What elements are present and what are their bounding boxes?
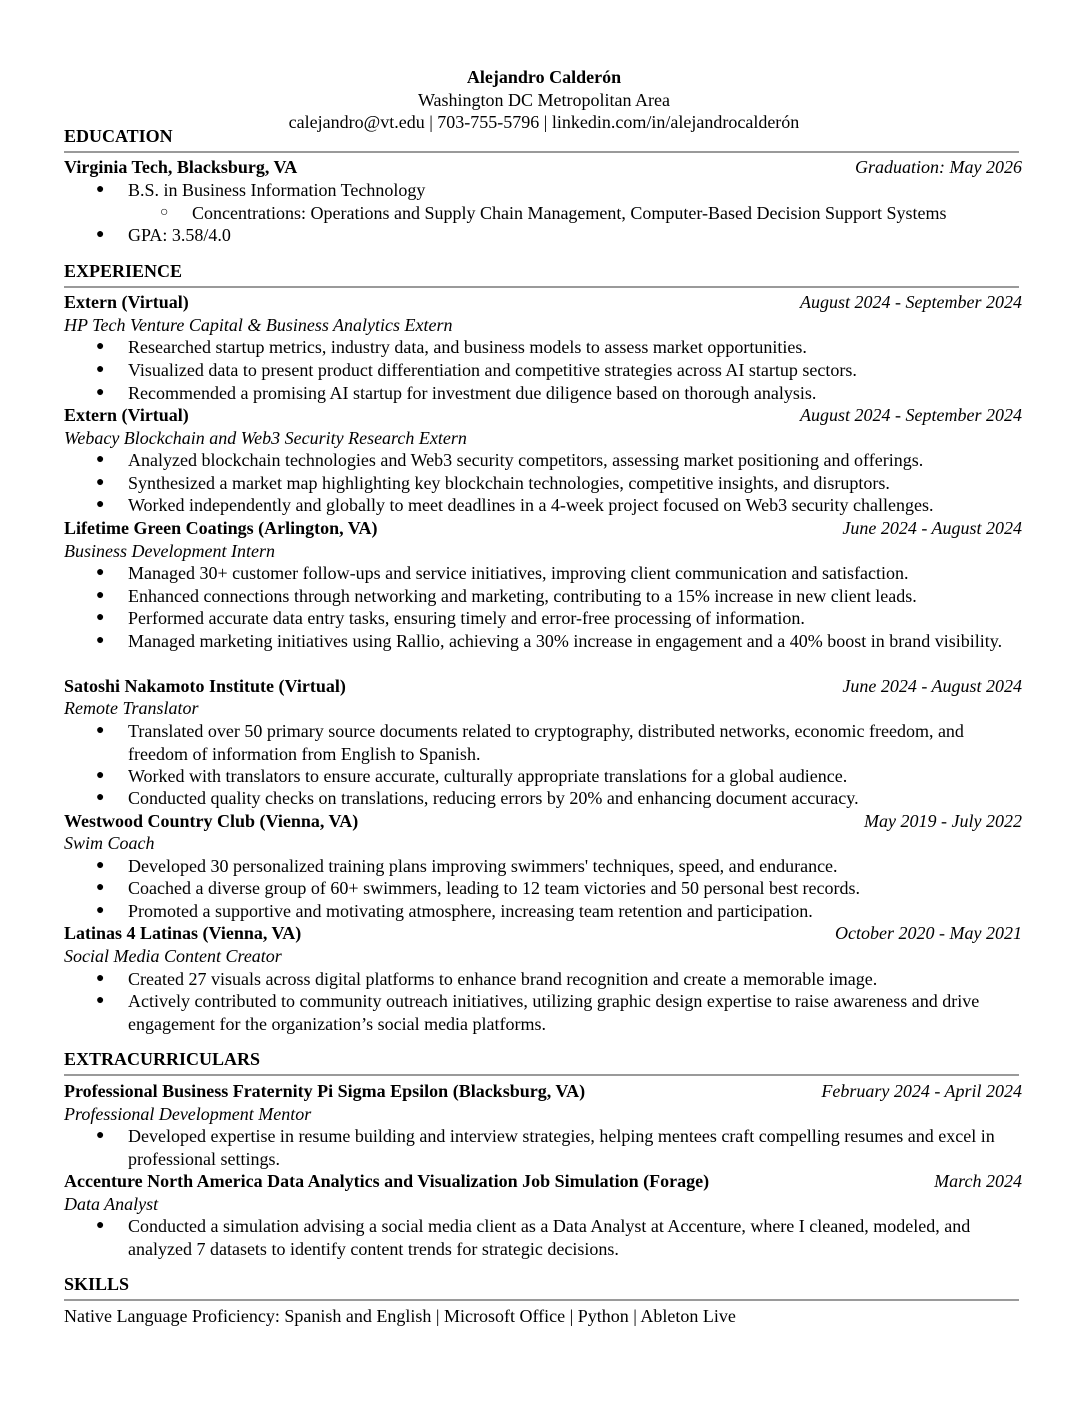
bullet-icon: ● [96, 610, 105, 625]
bullet-icon: ● [96, 1218, 105, 1233]
extracurricular-bullet: Conducted a simulation advising a social media client as a Data Analyst at Accenture, where I cleaned, modeled, and analyzed 7 datasets to identify content trends for strategic decisions. [128, 1216, 971, 1259]
experience-bullet: Developed 30 personalized training plans improving swimmers' techniques, speed, and endurance. [128, 856, 838, 876]
section-title-skills: SKILLS [64, 1274, 130, 1294]
section-divider [64, 151, 1019, 153]
experience-date: May 2019 - July 2022 [864, 811, 1022, 831]
bullet-icon: ● [96, 993, 105, 1008]
extracurricular-org: Accenture North America Data Analytics and Visualization Job Simulation (Forage) [64, 1171, 710, 1191]
section-divider [64, 286, 1019, 288]
experience-role: Business Development Intern [64, 541, 275, 561]
experience-bullet: Enhanced connections through networking and marketing, contributing to a 15% increase in new client leads. [128, 586, 917, 606]
bullet-icon: ● [96, 903, 105, 918]
candidate-name: Alejandro Calderón [466, 67, 622, 87]
experience-bullet: Worked independently and globally to meet deadlines in a 4-week project focused on Web3 security challenges. [128, 495, 934, 515]
extracurricular-role: Professional Development Mentor [64, 1104, 312, 1124]
bullet-icon: ● [96, 497, 105, 512]
experience-bullet: Recommended a promising AI startup for investment due diligence based on thorough analysis. [128, 383, 817, 403]
experience-date: October 2020 - May 2021 [835, 923, 1022, 943]
experience-org: Lifetime Green Coatings (Arlington, VA) [64, 518, 378, 538]
bullet-icon: ● [96, 475, 105, 490]
section-title-education: EDUCATION [64, 126, 173, 146]
bullet-icon: ● [96, 452, 105, 467]
education-school: Virginia Tech, Blacksburg, VA [64, 157, 298, 177]
bullet-icon: ● [96, 1128, 105, 1143]
experience-bullet: Created 27 visuals across digital platforms to enhance brand recognition and create a memorable image. [128, 969, 878, 989]
bullet-icon: ● [96, 385, 105, 400]
education-gpa: GPA: 3.58/4.0 [128, 225, 231, 245]
candidate-location: Washington DC Metropolitan Area [417, 90, 670, 110]
education-date: Graduation: May 2026 [855, 157, 1022, 177]
experience-bullet: Conducted quality checks on translations, reducing errors by 20% and enhancing document accuracy. [128, 788, 859, 808]
experience-org: Extern (Virtual) [64, 405, 189, 425]
section-title-extracurriculars: EXTRACURRICULARS [64, 1049, 261, 1069]
sub-bullet-icon: ○ [160, 205, 169, 220]
bullet-icon: ● [96, 182, 105, 197]
extracurricular-org: Professional Business Fraternity Pi Sigma Epsilon (Blacksburg, VA) [64, 1081, 586, 1101]
experience-bullet: Analyzed blockchain technologies and Web3 security competitors, assessing market positioning and offerings. [128, 450, 924, 470]
section-divider [64, 1299, 1019, 1301]
bullet-icon: ● [96, 880, 105, 895]
bullet-icon: ● [96, 339, 105, 354]
section-title-experience: EXPERIENCE [64, 261, 183, 281]
extracurricular-date: March 2024 [934, 1171, 1022, 1191]
bullet-icon: ● [96, 971, 105, 986]
bullet-icon: ● [96, 768, 105, 783]
experience-bullet: Synthesized a market map highlighting key blockchain technologies, competitive insights, and disruptors. [128, 473, 890, 493]
bullet-icon: ● [96, 790, 105, 805]
experience-date: August 2024 - September 2024 [800, 292, 1022, 312]
bullet-icon: ● [96, 565, 105, 580]
experience-role: Webacy Blockchain and Web3 Security Research Extern [64, 428, 467, 448]
experience-date: June 2024 - August 2024 [842, 676, 1022, 696]
candidate-contact: calejandro@vt.edu | 703-755-5796 | linkedin.com/in/alejandrocalderón [288, 112, 800, 132]
bullet-icon: ● [96, 362, 105, 377]
experience-role: Remote Translator [64, 698, 199, 718]
experience-role: Social Media Content Creator [64, 946, 282, 966]
bullet-icon: ● [96, 858, 105, 873]
education-degree: B.S. in Business Information Technology [128, 180, 426, 200]
experience-role: HP Tech Venture Capital & Business Analytics Extern [64, 315, 453, 335]
skills-list: Native Language Proficiency: Spanish and English | Microsoft Office | Python | Ableton Live [64, 1306, 736, 1326]
experience-bullet: Researched startup metrics, industry data, and business models to assess market opportunities. [128, 337, 807, 357]
experience-org: Westwood Country Club (Vienna, VA) [64, 811, 359, 831]
bullet-icon: ● [96, 633, 105, 648]
experience-date: August 2024 - September 2024 [800, 405, 1022, 425]
experience-bullet: Visualized data to present product differentiation and competitive strategies across AI startup sectors. [128, 360, 857, 380]
experience-date: June 2024 - August 2024 [842, 518, 1022, 538]
experience-bullet: Coached a diverse group of 60+ swimmers, leading to 12 team victories and 50 personal best records. [128, 878, 860, 898]
extracurricular-bullet: Developed expertise in resume building and interview strategies, helping mentees craft compelling resumes and excel in professional settings. [128, 1126, 995, 1169]
bullet-icon: ● [96, 723, 105, 738]
experience-bullet: Worked with translators to ensure accurate, culturally appropriate translations for a global audience. [128, 766, 848, 786]
experience-bullet: Actively contributed to community outreach initiatives, utilizing graphic design expertise to raise awareness and drive engagement for the organization’s social media platforms. [128, 991, 980, 1034]
experience-org: Satoshi Nakamoto Institute (Virtual) [64, 676, 346, 696]
extracurricular-role: Data Analyst [64, 1194, 159, 1214]
experience-bullet: Managed marketing initiatives using Rallio, achieving a 30% increase in engagement and a 40% boost in brand visibility. [128, 631, 1003, 651]
experience-bullet: Managed 30+ customer follow-ups and service initiatives, improving client communication and satisfaction. [128, 563, 909, 583]
experience-bullet: Performed accurate data entry tasks, ensuring timely and error-free processing of information. [128, 608, 805, 628]
experience-bullet: Translated over 50 primary source documents related to cryptography, distributed networks, economic freedom, and freedom of information from English to Spanish. [128, 721, 964, 764]
bullet-icon: ● [96, 227, 105, 242]
experience-role: Swim Coach [64, 833, 155, 853]
section-divider [64, 1074, 1019, 1076]
education-concentrations: Concentrations: Operations and Supply Chain Management, Computer-Based Decision Support Systems [192, 203, 947, 223]
bullet-icon: ● [96, 588, 105, 603]
experience-bullet: Promoted a supportive and motivating atmosphere, increasing team retention and participation. [128, 901, 813, 921]
experience-org: Latinas 4 Latinas (Vienna, VA) [64, 923, 302, 943]
experience-org: Extern (Virtual) [64, 292, 189, 312]
extracurricular-date: February 2024 - April 2024 [821, 1081, 1022, 1101]
